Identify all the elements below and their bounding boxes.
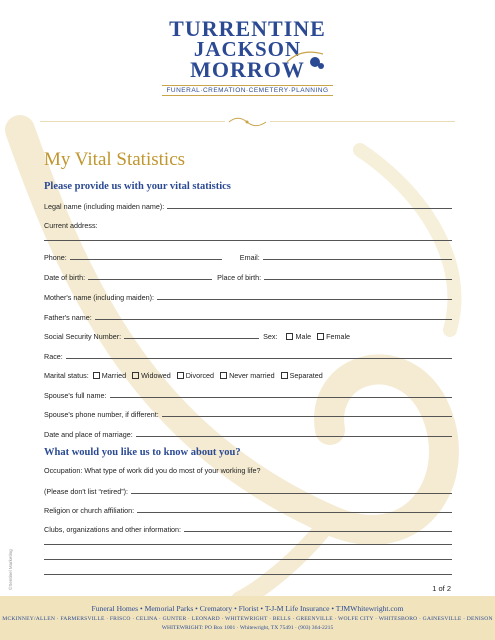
spouse-phone-label: Spouse's phone number, if different: xyxy=(44,410,159,419)
footer-locations: MCKINNEY/ALLEN · FARMERSVILLE · FRISCO · CELINA · GUNTER · LEONARD · WHITEWRIGHT · BELLS · GREENVILLE · WOLFE CITY · WHITESBORO · GAINESVILLE · DENISON xyxy=(2,616,493,622)
spouse-phone-line[interactable] xyxy=(162,416,452,417)
current-address-line[interactable] xyxy=(44,240,452,241)
section-heading-vital: Please provide us with your vital statistics xyxy=(44,181,231,192)
occupation-label: Occupation: What type of work did you do most of your working life? xyxy=(44,466,261,475)
mother-label: Mother's name (including maiden): xyxy=(44,293,155,302)
credit-text: ©Sentinel Marketing xyxy=(8,549,13,590)
divorced-label: Divorced xyxy=(185,371,215,380)
separated-label: Separated xyxy=(289,371,323,380)
ssn-label: Social Security Number: xyxy=(44,332,122,341)
page-title: My Vital Statistics xyxy=(44,149,186,170)
never-married-label: Never married xyxy=(229,371,275,380)
mother-row xyxy=(44,290,452,302)
race-line[interactable] xyxy=(66,358,452,359)
religion-label: Religion or church affiliation: xyxy=(44,506,135,515)
brand-logo xyxy=(0,18,495,96)
female-checkbox[interactable] xyxy=(317,333,324,340)
marital-row xyxy=(44,368,452,380)
spouse-name-row xyxy=(44,388,452,400)
marriage-row xyxy=(44,427,452,439)
race-row xyxy=(44,349,452,361)
male-checkbox[interactable] xyxy=(286,333,293,340)
legal-name-label: Legal name (including maiden name): xyxy=(44,202,165,211)
married-checkbox[interactable] xyxy=(93,372,100,379)
separated-checkbox[interactable] xyxy=(281,372,288,379)
father-label: Father's name: xyxy=(44,313,92,322)
footer-address: WHITEWRIGHT: PO Box 1001 · Whitewright, TX 75491 · (903) 364-2215 xyxy=(161,625,334,631)
spouse-name-line[interactable] xyxy=(110,397,452,398)
pob-label: Place of birth: xyxy=(217,273,262,282)
brand-line-3: MORROW xyxy=(190,57,305,82)
occupation-line[interactable] xyxy=(131,493,452,494)
page-number: 1 of 2 xyxy=(432,584,451,593)
clubs-line[interactable] xyxy=(184,531,452,532)
brand-line-2: JACKSON xyxy=(193,37,302,61)
spouse-name-label: Spouse's full name: xyxy=(44,391,107,400)
dob-line[interactable] xyxy=(88,279,212,280)
clubs-line-2[interactable] xyxy=(44,544,452,545)
clubs-line-3[interactable] xyxy=(44,559,452,560)
mother-line[interactable] xyxy=(157,299,452,300)
ornament-flourish-icon xyxy=(225,116,270,128)
footer-band xyxy=(0,596,495,640)
divorced-checkbox[interactable] xyxy=(177,372,184,379)
female-label: Female xyxy=(326,332,351,341)
email-line[interactable] xyxy=(263,259,452,260)
flower-logo-icon xyxy=(285,42,325,72)
not-retired-row xyxy=(44,484,452,496)
footer-services: Funeral Homes • Memorial Parks • Crematory • Florist • T-J-M Life Insurance • TJMWhitewright.com xyxy=(91,604,404,613)
widowed-label: Widowed xyxy=(141,371,171,380)
pob-line[interactable] xyxy=(264,279,452,280)
ssn-sex-row xyxy=(44,329,452,341)
marital-label: Marital status: xyxy=(44,371,89,380)
religion-line[interactable] xyxy=(137,512,452,513)
spouse-phone-row xyxy=(44,407,452,419)
marriage-label: Date and place of marriage: xyxy=(44,430,133,439)
clubs-line-4[interactable] xyxy=(44,574,452,575)
male-label: Male xyxy=(295,332,312,341)
current-address-label: Current address: xyxy=(44,221,98,230)
dob-label: Date of birth: xyxy=(44,273,86,282)
brand-tagline: FUNERAL·CREMATION·CEMETERY·PLANNING xyxy=(162,85,332,96)
clubs-label: Clubs, organizations and other information: xyxy=(44,525,182,534)
father-row xyxy=(44,310,452,322)
legal-name-row xyxy=(44,199,452,211)
occupation-row xyxy=(44,463,452,475)
father-line[interactable] xyxy=(95,319,452,320)
legal-name-line[interactable] xyxy=(167,208,452,209)
phone-label: Phone: xyxy=(44,253,67,262)
phone-email-row xyxy=(44,250,452,262)
current-address-row xyxy=(44,218,452,230)
birth-row xyxy=(44,270,452,282)
sex-label: Sex: xyxy=(263,332,278,341)
religion-row xyxy=(44,503,452,515)
marriage-line[interactable] xyxy=(136,436,452,437)
never-married-checkbox[interactable] xyxy=(220,372,227,379)
brand-line-1: TURRENTINE xyxy=(169,16,326,41)
race-label: Race: xyxy=(44,352,63,361)
widowed-checkbox[interactable] xyxy=(132,372,139,379)
not-retired-label: (Please don't list “retired”): xyxy=(44,487,129,496)
phone-line[interactable] xyxy=(70,259,222,260)
section-heading-about: What would you like us to know about you? xyxy=(44,447,241,458)
clubs-row xyxy=(44,522,452,534)
married-label: Married xyxy=(101,371,127,380)
ssn-line[interactable] xyxy=(124,338,259,339)
email-label: Email: xyxy=(239,253,260,262)
